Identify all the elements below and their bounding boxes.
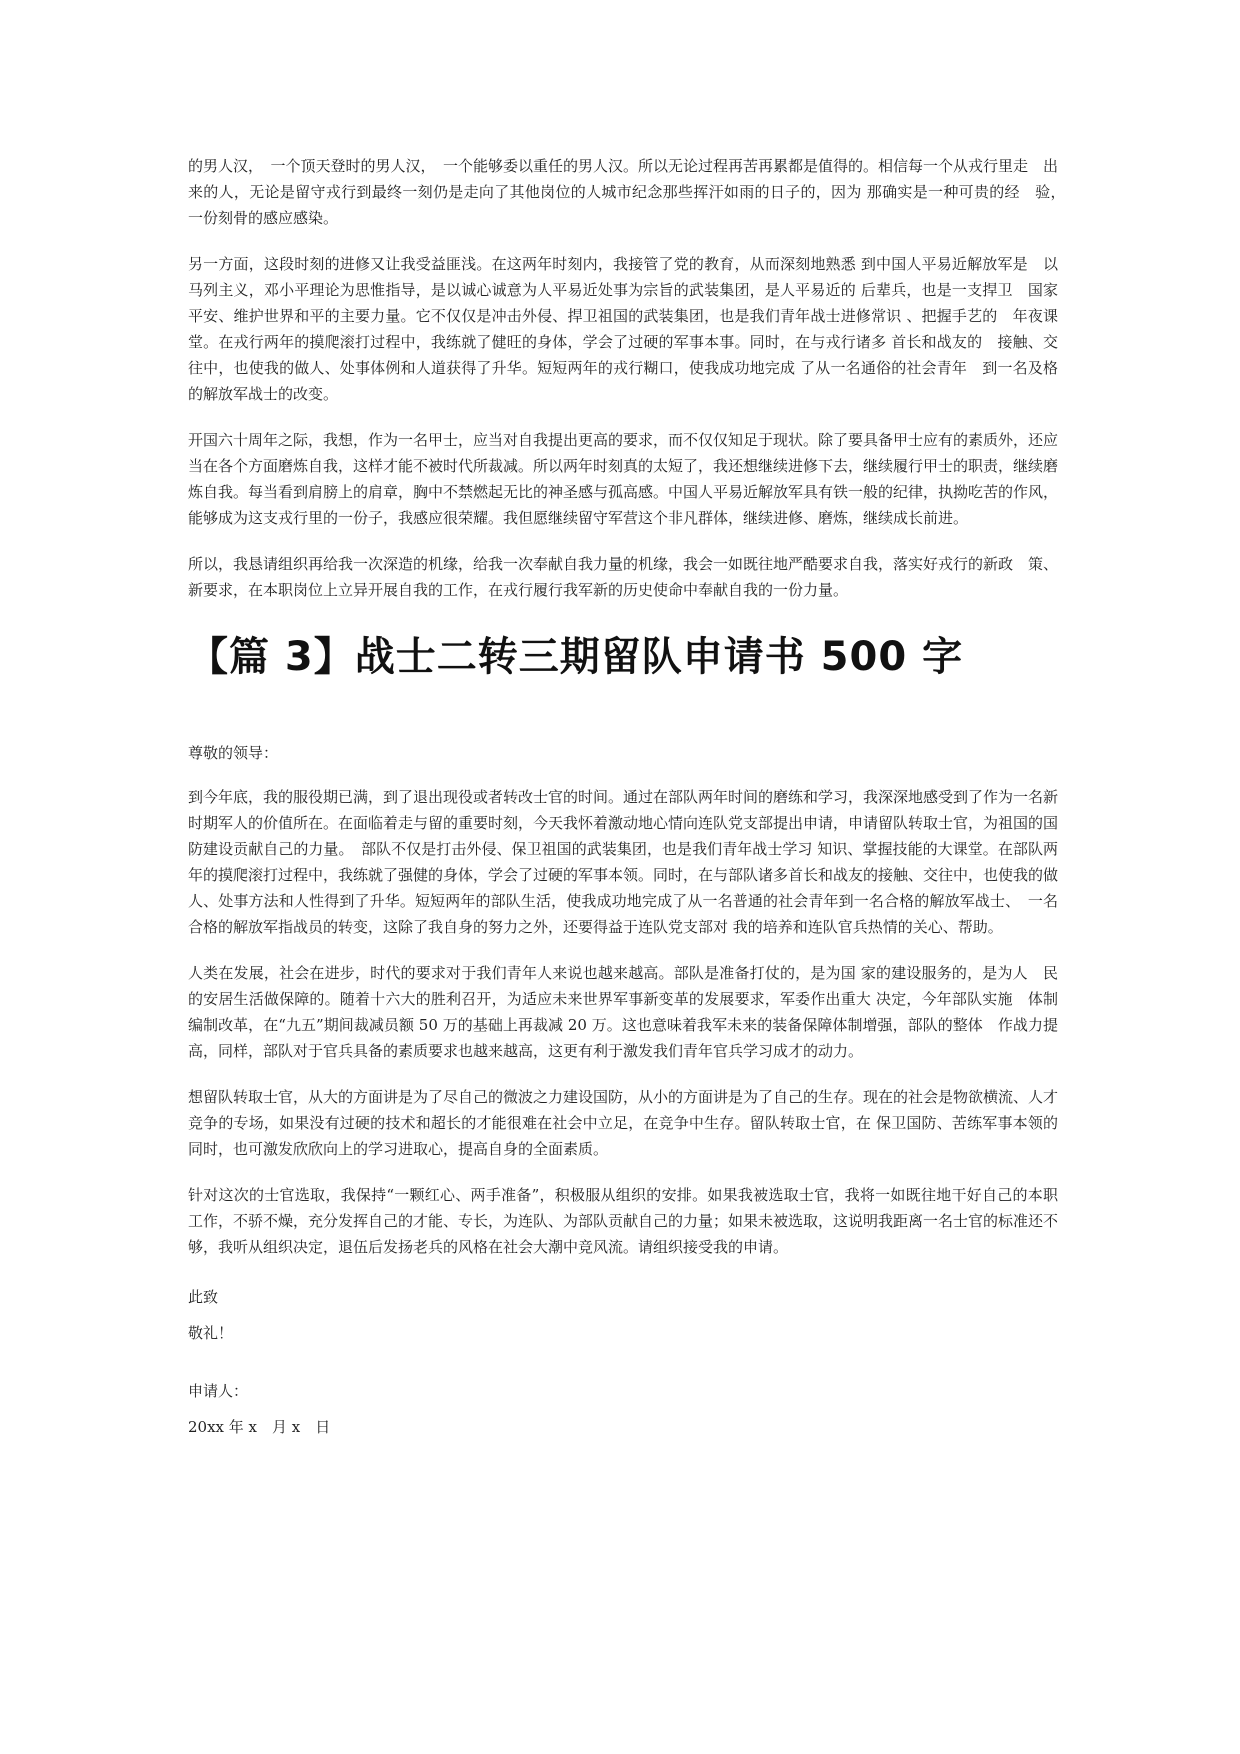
closing-line-2: 敬礼！ <box>188 1324 234 1342</box>
date-line: 20xx 年 x 月 x 日 <box>188 1418 331 1436</box>
salutation: 尊敬的领导： <box>188 744 279 762</box>
prev-paragraph-2: 另一方面，这段时刻的进修又让我受益匪浅。在这两年时刻内，我接管了党的教育，从而深刻地熟悉 到中国人平易近解放军是 以马列主义，邓小平理论为思惟指导，是以诚心诚意为人平易近处事为宗旨的武装集团，是人平易近的 后辈兵，也是一支捍卫 国家平安、维护世界和平的主要力量。它不仅仅是冲击外侵、捍卫祖国的武装集团，也是我们青年战士进修常识 、把握手艺的 年夜课堂。在戎行两年的摸爬滚打过程中，我练就了健旺的身体，学会了过硬的军事本事。同时，在与戎行诸多 首长和战友的 接触、交往中，也使我的做人、处事体例和人道获得了升华。短短两年的戎行糊口，使我成功地完成 了从一名通俗的社会青年 到一名及格的解放军战士的改变。 <box>188 255 1058 403</box>
document-page <box>188 153 1074 1440</box>
prev-paragraph-4: 所以，我恳请组织再给我一次深造的机缘，给我一次奉献自我力量的机缘，我会一如既往地严酷要求自我，落实好戎行的新政 策、新要求，在本职岗位上立异开展自我的工作，在戎行履行我军新的历史使命中奉献自我的一份力量。 <box>188 555 1059 599</box>
article-title: 【篇 3】战士二转三期留队申请书 500 字 <box>188 634 964 680</box>
prev-paragraph-1: 的男人汉， 一个顶天登时的男人汉， 一个能够委以重任的男人汉。所以无论过程再苦再累都是值得的。相信每一个从戎行里走 出来的人，无论是留守戎行到最终一刻仍是走向了其他岗位的人城市纪念那些挥汗如雨的日子的，因为 那确实是一种可贵的经 验， 一份刻骨的感应感染。 <box>188 157 1074 227</box>
body-paragraph-4: 针对这次的士官选取，我保持“一颗红心、两手准备”，积极服从组织的安排。如果我被选取士官，我将一如既往地干好自己的本职工作，不骄不燥，充分发挥自己的才能、专长，为连队、为部队贡献自己的力量；如果未被选取，这说明我距离一名士官的标准还不够，我听从组织决定，退伍后发扬老兵的风格在社会大潮中竞风流。请组织接受我的申请。 <box>188 1186 1059 1256</box>
body-paragraph-2: 人类在发展，社会在进步，时代的要求对于我们青年人来说也越来越高。部队是准备打仗的，是为国 家的建设服务的，是为人 民的安居生活做保障的。随着十六大的胜利召开，为适应未来世界军事新变革的发展要求，军委作出重大 决定，今年部队实施 体制编制改革，在“九五”期间裁减员额 50 万的基础上再裁减 20 万。这也意味着我军未来的装备保障体制增强，部队的整体 作战力提高，同样，部队对于官兵具备的素质要求也越来越高，这更有利于激发我们青年官兵学习成才的动力。 <box>188 964 1058 1060</box>
body-paragraph-1: 到今年底，我的服役期已满，到了退出现役或者转改士官的时间。通过在部队两年时间的磨练和学习，我深深地感受到了作为一名新时期军人的价值所在。在面临着走与留的重要时刻，今天我怀着激动地心情向连队党支部提出申请，申请留队转取士官，为祖国的国防建设贡献自己的力量。 部队不仅是打击外侵、保卫祖国的武装集团，也是我们青年战士学习 知识、掌握技能的大课堂。在部队两年的摸爬滚打过程中，我练就了强健的身体，学会了过硬的军事本领。同时，在与部队诸多首长和战友的接触、交往中，也使我的做人、处事方法和人性得到了升华。短短两年的部队生活，使我成功地完成了从一名普通的社会青年到一名合格的解放军战士、 一名合格的解放军指战员的转变，这除了我自身的努力之外，还要得益于连队党支部对 我的培养和连队官兵热情的关心、帮助。 <box>188 788 1059 936</box>
body-paragraph-3: 想留队转取士官，从大的方面讲是为了尽自己的微波之力建设国防，从小的方面讲是为了自己的生存。现在的社会是物欲横流、人才竞争的专场，如果没有过硬的技术和超长的才能很难在社会中立足，在竞争中生存。留队转取士官，在 保卫国防、苦练军事本领的同时，也可激发欣欣向上的学习进取心，提高自身的全面素质。 <box>188 1088 1059 1158</box>
closing-line-1: 此致 <box>188 1288 219 1306</box>
applicant-label: 申请人： <box>188 1382 249 1400</box>
prev-paragraph-3: 开国六十周年之际，我想，作为一名甲士，应当对自我提出更高的要求，而不仅仅知足于现状。除了要具备甲士应有的素质外，还应当在各个方面磨炼自我，这样才能不被时代所裁减。所以两年时刻真的太短了，我还想继续进修下去，继续履行甲士的职责，继续磨炼自我。每当看到肩膀上的肩章，胸中不禁燃起无比的神圣感与孤高感。中国人平易近解放军具有铁一般的纪律，执拗吃苦的作风，能够成为这支戎行里的一份子，我感应很荣耀。我但愿继续留守军营这个非凡群体，继续进修、磨炼，继续成长前进。 <box>188 431 1059 527</box>
